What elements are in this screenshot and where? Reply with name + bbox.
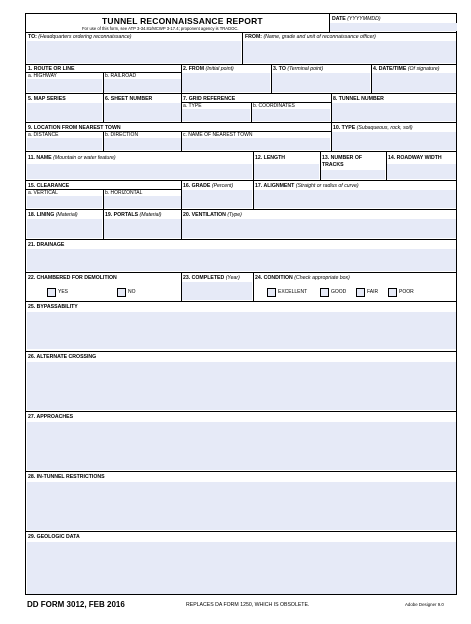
location-label: 9. LOCATION FROM NEAREST TOWN bbox=[28, 125, 121, 131]
alignment-field[interactable] bbox=[254, 190, 456, 208]
tunnel-number-label: 8. TUNNEL NUMBER bbox=[333, 96, 384, 102]
roadway-width-field[interactable] bbox=[387, 164, 456, 179]
direction-field[interactable] bbox=[104, 138, 181, 150]
date-label: DATE (YYYYMMDD) bbox=[332, 16, 381, 22]
no-label: NO bbox=[128, 289, 136, 295]
lining-field[interactable] bbox=[27, 219, 102, 238]
date-time-field[interactable] bbox=[372, 73, 456, 92]
vertical-label: a. VERTICAL bbox=[28, 190, 58, 196]
portals-field[interactable] bbox=[104, 219, 181, 238]
in-tunnel-restrictions-label: 28. IN-TUNNEL RESTRICTIONS bbox=[28, 474, 105, 480]
length-label: 12. LENGTH bbox=[255, 155, 285, 161]
alignment-label: 17. ALIGNMENT (Straight or radius of curve) bbox=[255, 183, 359, 189]
software-version: Adobe Designer 9.0 bbox=[405, 602, 444, 607]
clearance-label: 15. CLEARANCE bbox=[28, 183, 70, 189]
good-label: GOOD bbox=[331, 289, 347, 295]
horizontal-clearance-field[interactable] bbox=[104, 196, 181, 208]
tunnel-reconnaissance-form bbox=[25, 13, 457, 595]
number-of-tracks-field[interactable] bbox=[321, 170, 385, 179]
number-of-tracks-label: 13. NUMBER OF TRACKS bbox=[322, 155, 363, 168]
date-time-label: 4. DATE/TIME (Of signature) bbox=[373, 66, 440, 72]
yes-label: YES bbox=[58, 289, 69, 295]
completed-label: 23. COMPLETED (Year) bbox=[183, 275, 240, 281]
form-usage-note: For use of this form, see ATP 3-34.81/MCWP 3-17.4; proponent agency is TRADOC. bbox=[82, 26, 239, 31]
tunnel-type-label: 10. TYPE (Subaqueous, rock, soil) bbox=[333, 125, 413, 131]
map-series-label: 5. MAP SERIES bbox=[28, 96, 66, 102]
direction-label: b. DIRECTION bbox=[105, 132, 139, 138]
railroad-label: b. RAILROAD bbox=[105, 73, 137, 79]
to-point-label: 3. TO (Terminal point) bbox=[273, 66, 324, 72]
from-point-field[interactable] bbox=[182, 73, 270, 92]
grade-label: 16. GRADE (Percent) bbox=[183, 183, 234, 189]
excellent-checkbox[interactable] bbox=[267, 288, 276, 297]
excellent-label: EXCELLENT bbox=[278, 289, 308, 295]
sheet-number-label: 6. SHEET NUMBER bbox=[105, 96, 153, 102]
to-field[interactable] bbox=[27, 41, 241, 63]
no-checkbox[interactable] bbox=[117, 288, 126, 297]
tunnel-number-field[interactable] bbox=[332, 103, 456, 121]
highway-field[interactable] bbox=[27, 79, 102, 92]
length-field[interactable] bbox=[254, 164, 319, 179]
grid-type-field[interactable] bbox=[182, 109, 250, 121]
geologic-data-label: 29. GEOLOGIC DATA bbox=[28, 534, 80, 540]
highway-label: a. HIGHWAY bbox=[28, 73, 57, 79]
approaches-field[interactable] bbox=[27, 422, 456, 470]
replaces-note: REPLACES DA FORM 1250, WHICH IS OBSOLETE. bbox=[186, 602, 310, 608]
portals-label: 19. PORTALS (Material) bbox=[105, 212, 162, 218]
drainage-label: 21. DRAINAGE bbox=[28, 242, 65, 248]
lining-label: 18. LINING (Material) bbox=[28, 212, 78, 218]
tunnel-type-field[interactable] bbox=[332, 132, 456, 150]
fair-checkbox[interactable] bbox=[356, 288, 365, 297]
good-checkbox[interactable] bbox=[320, 288, 329, 297]
name-label: 11. NAME (Mountain or water feature) bbox=[28, 155, 116, 161]
ventilation-label: 20. VENTILATION (Type) bbox=[183, 212, 242, 218]
condition-label: 24. CONDITION (Check appropriate box) bbox=[255, 275, 350, 281]
completed-field[interactable] bbox=[182, 282, 252, 300]
approaches-label: 27. APPROACHES bbox=[28, 414, 74, 420]
poor-label: POOR bbox=[399, 289, 414, 295]
coordinates-label: b. COORDINATES bbox=[253, 103, 295, 109]
vertical-clearance-field[interactable] bbox=[27, 196, 102, 208]
grid-type-label: a. TYPE bbox=[183, 103, 202, 109]
bypassability-field[interactable] bbox=[27, 312, 456, 349]
name-field[interactable] bbox=[27, 164, 252, 179]
to-point-field[interactable] bbox=[272, 73, 370, 92]
drainage-field[interactable] bbox=[27, 249, 456, 271]
chambered-label: 22. CHAMBERED FOR DEMOLITION bbox=[28, 275, 117, 281]
roadway-width-label: 14. ROADWAY WIDTH bbox=[388, 155, 442, 161]
bypassability-label: 25. BYPASSABILITY bbox=[28, 304, 78, 310]
alternate-crossing-field[interactable] bbox=[27, 362, 456, 410]
ventilation-field[interactable] bbox=[182, 219, 456, 238]
horizontal-label: b. HORIZONTAL bbox=[105, 190, 143, 196]
railroad-field[interactable] bbox=[104, 79, 181, 92]
nearest-town-label: c. NAME OF NEAREST TOWN bbox=[183, 132, 253, 138]
date-field[interactable] bbox=[330, 23, 457, 31]
fair-label: FAIR bbox=[367, 289, 379, 295]
to-label: TO: (Headquarters ordering reconnaissance) bbox=[28, 34, 132, 40]
from-label: FROM: (Name, grade and unit of reconnaissance officer) bbox=[245, 34, 376, 40]
route-or-line-label: 1. ROUTE OR LINE bbox=[28, 66, 75, 72]
coordinates-field[interactable] bbox=[252, 109, 330, 121]
nearest-town-field[interactable] bbox=[182, 138, 330, 150]
grade-field[interactable] bbox=[182, 190, 252, 208]
sheet-number-field[interactable] bbox=[104, 103, 181, 121]
form-number: DD FORM 3012, FEB 2016 bbox=[27, 600, 125, 609]
poor-checkbox[interactable] bbox=[388, 288, 397, 297]
distance-field[interactable] bbox=[27, 138, 102, 150]
grid-reference-label: 7. GRID REFERENCE bbox=[183, 96, 236, 102]
from-field[interactable] bbox=[243, 41, 456, 63]
in-tunnel-restrictions-field[interactable] bbox=[27, 482, 456, 530]
form-title: TUNNEL RECONNAISSANCE REPORT bbox=[102, 16, 263, 26]
distance-label: a. DISTANCE bbox=[28, 132, 59, 138]
from-point-label: 2. FROM (Initial point) bbox=[183, 66, 234, 72]
geologic-data-field[interactable] bbox=[27, 542, 456, 594]
alternate-crossing-label: 26. ALTERNATE CROSSING bbox=[28, 354, 97, 360]
yes-checkbox[interactable] bbox=[47, 288, 56, 297]
map-series-field[interactable] bbox=[27, 103, 102, 121]
